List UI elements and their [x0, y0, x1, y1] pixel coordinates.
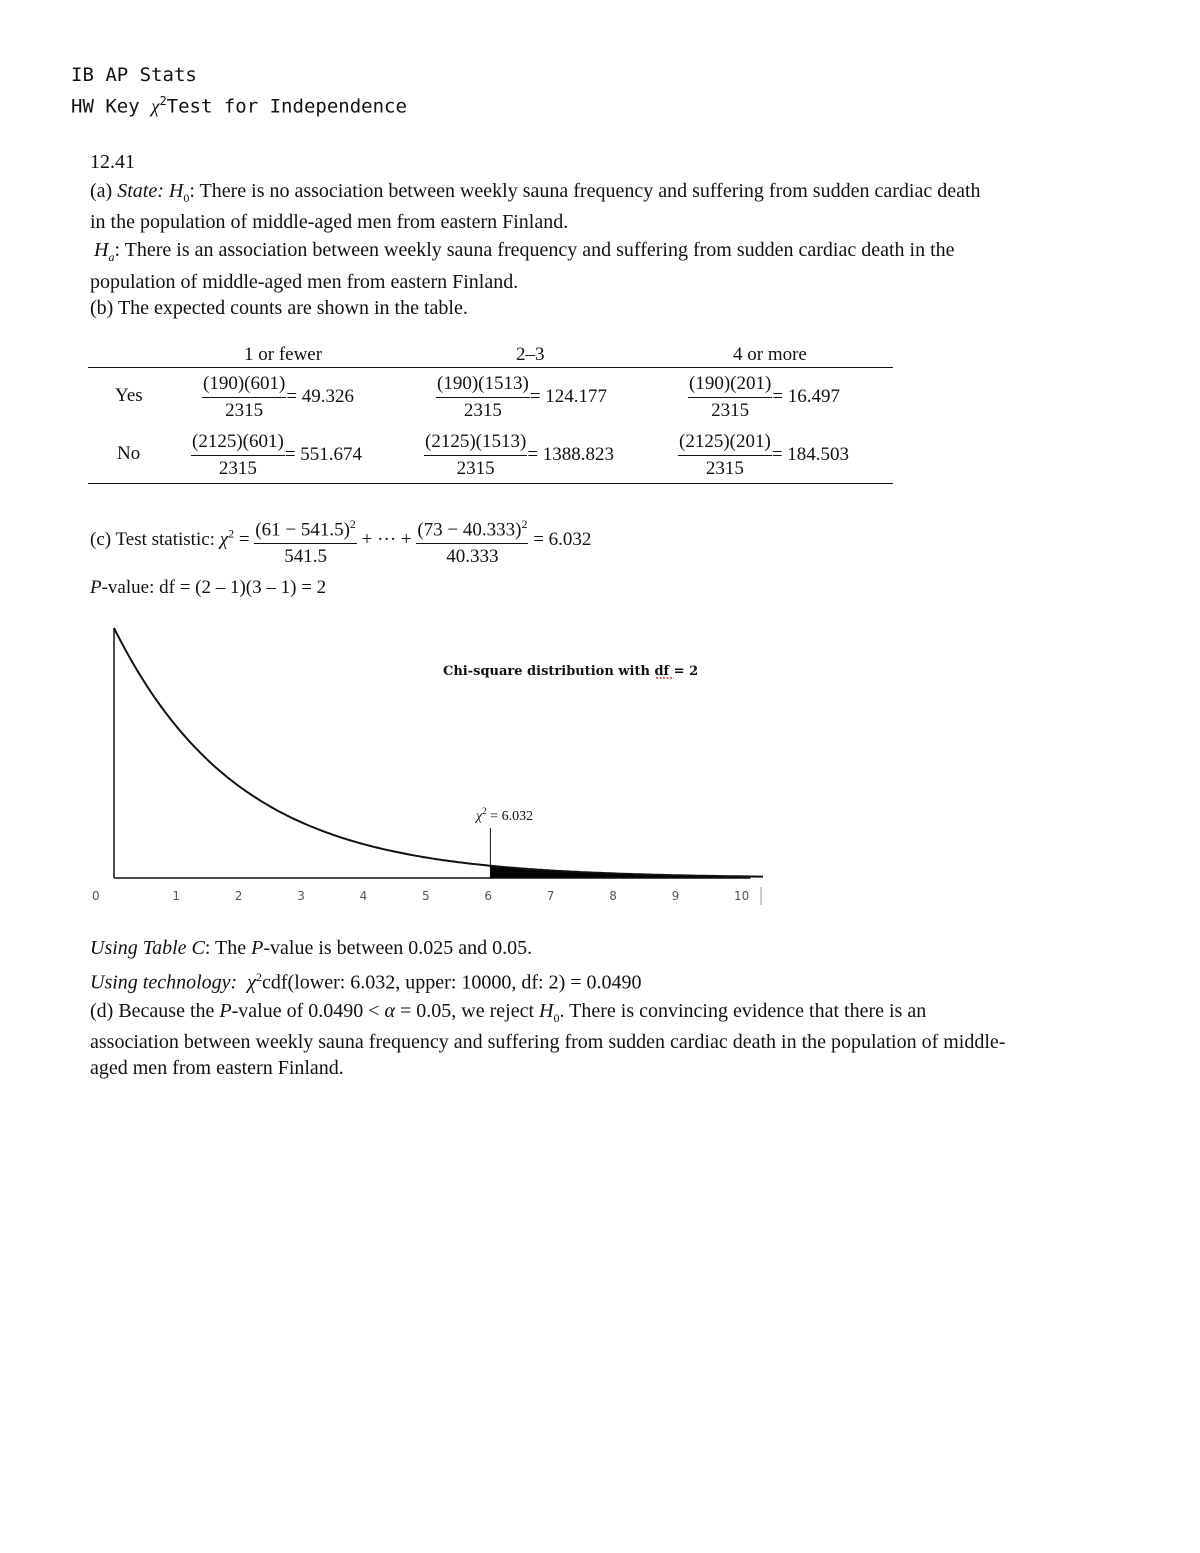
- test-statistic-result: = 6.032: [528, 529, 592, 551]
- chi-square-chart: [0, 600, 1200, 930]
- chi-symbol: χ: [219, 529, 229, 551]
- x-tick-label: 3: [297, 889, 305, 903]
- cell-numerator: (2125)(601): [191, 429, 285, 456]
- chi-superscript: 2: [159, 94, 167, 108]
- table-c-text: : The: [204, 937, 252, 959]
- chart-title: [443, 664, 698, 679]
- chi-symbol: χ: [247, 971, 256, 994]
- h0-symbol: H: [539, 1000, 554, 1022]
- part-d-text-2: -value of 0.0490 <: [231, 1000, 385, 1022]
- cell-denominator: 2315: [711, 400, 750, 421]
- p-letter: P: [219, 1000, 232, 1022]
- fraction-2-denominator: 40.333: [446, 546, 499, 568]
- cell-result: = 1388.823: [527, 443, 615, 465]
- table-cell: [424, 429, 614, 482]
- cell-denominator: 2315: [218, 458, 257, 479]
- annotation-sup: 2: [482, 806, 487, 816]
- problem-number: 12.41: [90, 151, 135, 173]
- table-cell: [678, 429, 849, 482]
- technology-label: Using technology:: [90, 971, 238, 994]
- cell-result: = 184.503: [771, 443, 850, 465]
- cell-numerator: (190)(601): [202, 371, 286, 398]
- chart-title-df: df: [654, 664, 670, 679]
- ellipsis-sum: + ··· +: [356, 529, 417, 551]
- cell-numerator: (2125)(201): [678, 429, 772, 456]
- row-label-yes: Yes: [115, 385, 143, 406]
- x-tick-label: 8: [609, 889, 617, 903]
- cell-denominator: 2315: [463, 400, 502, 421]
- x-tick-label: 6: [484, 889, 493, 903]
- part-d-line-2: association between weekly sauna frequency and suffering from sudden cardiac death in the population of middle-: [90, 1031, 1006, 1053]
- pvalue-df-text: -value: df = (2 – 1)(3 – 1) = 2: [101, 577, 327, 598]
- ha-symbol: H: [94, 239, 109, 261]
- header-key-prefix: HW Key: [71, 95, 152, 118]
- fraction-1-denominator: 541.5: [284, 546, 327, 568]
- table-cell: [191, 429, 362, 482]
- x-tick-label: 1: [172, 889, 181, 903]
- cell-denominator: 2315: [225, 400, 264, 421]
- x-tick-label: 2: [234, 889, 243, 903]
- chart-title-part-2: = 2: [669, 664, 699, 679]
- cell-result: = 16.497: [772, 385, 841, 407]
- x-tick-label: 7: [546, 889, 555, 903]
- cell-numerator: (190)(201): [688, 371, 772, 398]
- table-c-label: Using Table C: [90, 937, 205, 959]
- cell-denominator: 2315: [456, 458, 495, 479]
- cell-result: = 49.326: [286, 385, 355, 407]
- x-tick-label: 4: [359, 889, 368, 903]
- x-tick-label: 10: [734, 889, 750, 903]
- equals-sign: =: [234, 529, 255, 551]
- pvalue-df-line: [90, 573, 326, 603]
- cell-numerator: (2125)(1513): [424, 429, 527, 456]
- chi-symbol: χ: [151, 96, 160, 118]
- part-d-line-3: aged men from eastern Finland.: [90, 1057, 344, 1079]
- technology-rest: cdf(lower: 6.032, upper: 10000, df: 2) = 0.0490: [262, 971, 642, 994]
- fraction-2-numerator: (73 − 40.333): [417, 519, 522, 541]
- table-bottom-rule: [88, 483, 893, 484]
- table-cell: [202, 371, 354, 424]
- table-cell: [688, 371, 840, 424]
- row-label-no: No: [117, 443, 141, 464]
- cell-denominator: 2315: [705, 458, 744, 479]
- table-cell: [436, 371, 607, 424]
- cell-numerator: (190)(1513): [436, 371, 530, 398]
- header-line-2: [71, 88, 407, 120]
- x-tick-label: 5: [422, 889, 430, 903]
- header-line-1: [71, 62, 197, 88]
- part-a-label: (a): [90, 180, 118, 202]
- ha-subscript: a: [108, 250, 115, 264]
- chi-superscript: 2: [256, 970, 262, 984]
- h0-symbol: H: [168, 180, 184, 202]
- part-d-text-3: = 0.05, we reject: [395, 1000, 540, 1022]
- column-header-2-3: 2–3: [516, 344, 545, 365]
- fraction-2-exponent: 2: [521, 517, 528, 531]
- h0-subscript: 0: [553, 1011, 560, 1025]
- h0-text: : There is no association between weekly sauna frequency and suffering from sudden cardiac death: [189, 180, 981, 202]
- p-letter: P: [90, 577, 102, 598]
- x-tick-label: 0: [92, 889, 100, 903]
- test-statistic-formula: [90, 511, 591, 570]
- table-c-line: [90, 933, 532, 963]
- part-b-text: (b) The expected counts are shown in the table.: [90, 297, 468, 319]
- ha-line-2: population of middle-aged men from eastern Finland.: [90, 271, 519, 293]
- state-word: State:: [117, 180, 164, 202]
- table-c-rest: -value is between 0.025 and 0.05.: [263, 937, 533, 959]
- column-header-1-or-fewer: 1 or fewer: [244, 344, 323, 365]
- annotation-chi: χ: [476, 809, 483, 824]
- p-letter: P: [251, 937, 264, 959]
- cell-result: = 124.177: [529, 385, 608, 407]
- chi-superscript: 2: [228, 526, 235, 541]
- h0-subscript: 0: [183, 191, 190, 205]
- part-d-text-4: . There is convincing evidence that there is an: [559, 1000, 927, 1022]
- part-c-label: (c) Test statistic:: [90, 529, 220, 551]
- part-a-line-2: in the population of middle-aged men from eastern Finland.: [90, 211, 569, 233]
- part-d-text-1: (d) Because the: [90, 1000, 220, 1022]
- critical-value-label: [474, 806, 533, 824]
- annotation-value: = 6.032: [486, 809, 534, 824]
- ha-text: : There is an association between weekly sauna frequency and suffering from sudden cardiac death in the: [114, 239, 955, 261]
- header-subtitle: Test for Independence: [166, 95, 407, 118]
- table-top-rule: [88, 367, 893, 368]
- fraction-1-exponent: 2: [349, 517, 356, 531]
- cell-result: = 551.674: [284, 443, 363, 465]
- alpha-symbol: α: [384, 1000, 396, 1022]
- header-title: IB AP Stats: [71, 64, 197, 86]
- technology-line: [90, 962, 642, 998]
- x-tick-label: 9: [671, 889, 680, 903]
- fraction-1-numerator: (61 − 541.5): [255, 519, 350, 541]
- chart-title-part-1: Chi-square distribution with: [443, 664, 655, 679]
- column-header-4-or-more: 4 or more: [733, 344, 807, 365]
